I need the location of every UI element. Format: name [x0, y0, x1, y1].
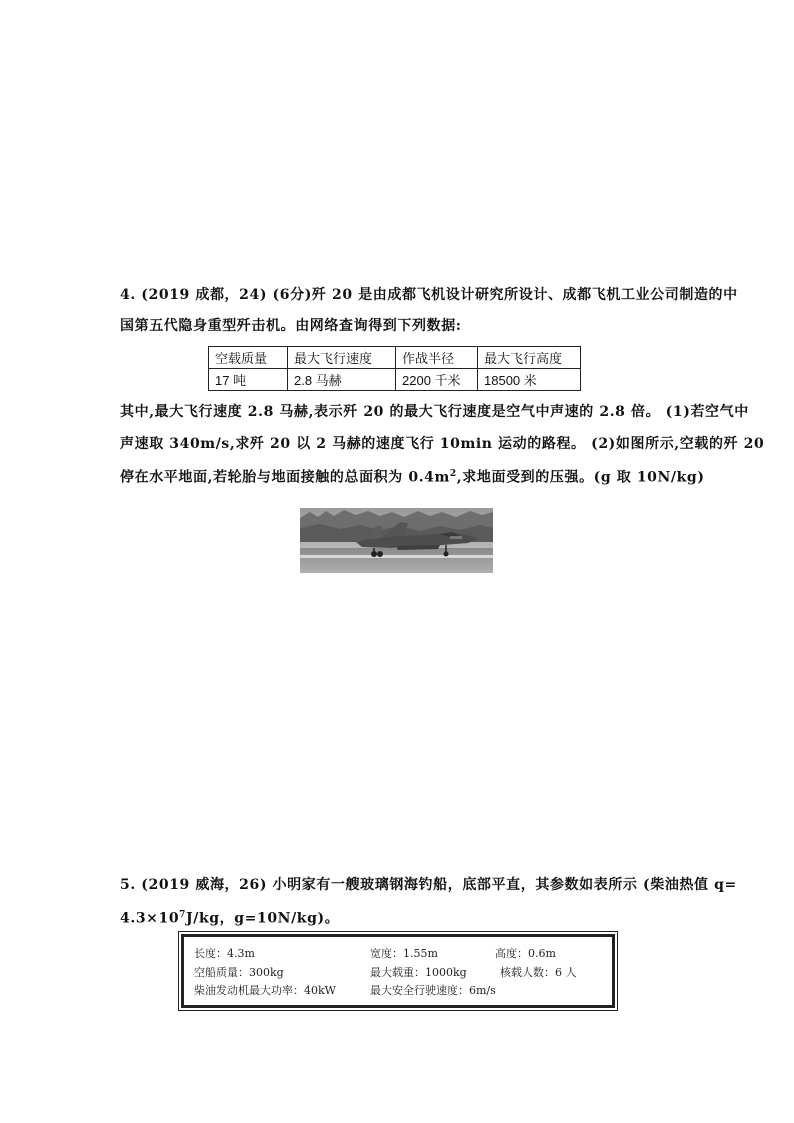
- question-5-line-2: [120, 907, 339, 927]
- j20-data-table: [208, 346, 581, 391]
- superscript-2: 2: [449, 469, 457, 479]
- boat-parameters-box: [181, 934, 615, 1008]
- boat-height: 高度：0.6m: [495, 947, 556, 960]
- table-cell: 18500 米: [478, 369, 581, 391]
- table-cell: 2200 千米: [396, 369, 478, 391]
- question-4-line-1: 4. (2019 成都，24) (6分)歼 20 是由成都飞机设计研究所设计、成都飞机工业公司制造的中: [120, 287, 738, 303]
- boat-length: 长度：4.3m: [194, 947, 255, 960]
- question-5-line-2-b: J/kg，g=10N/kg)。: [186, 910, 340, 927]
- boat-engine-power: 柴油发动机最大功率：40kW: [194, 984, 336, 997]
- question-4-paragraph-2: 声速取 340m/s,求歼 20 以 2 马赫的速度飞行 10min 运动的路程。 (2)如图所示,空载的歼 20: [120, 436, 765, 452]
- j20-aircraft-photo: [300, 508, 493, 573]
- jet-on-runway-image: [300, 508, 493, 573]
- boat-empty-mass: 空船质量：300kg: [194, 966, 284, 979]
- boat-max-speed: 最大安全行驶速度：6m/s: [370, 984, 496, 997]
- table-header-cell: 最大飞行速度: [288, 347, 396, 369]
- table-cell: 2.8 马赫: [288, 369, 396, 391]
- question-5-line-2-a: 4.3×10: [120, 910, 180, 927]
- boat-width: 宽度：1.55m: [370, 947, 438, 960]
- table-cell: 17 吨: [209, 369, 288, 391]
- question-4-paragraph-3: [120, 466, 705, 486]
- paragraph-3-text-b: ,求地面受到的压强。(g 取 10N/kg): [456, 469, 705, 486]
- table-header-cell: 作战半径: [396, 347, 478, 369]
- table-header-row: [209, 347, 581, 369]
- table-header-cell: 空载质量: [209, 347, 288, 369]
- paragraph-3-text-a: 停在水平地面,若轮胎与地面接触的总面积为 0.4m: [120, 469, 450, 486]
- question-5-line-1: 5. (2019 威海，26) 小明家有一艘玻璃钢海钓船，底部平直，其参数如表所示 (柴油热值 q=: [120, 877, 737, 893]
- question-4-line-2: 国第五代隐身重型歼击机。由网络查询得到下列数据:: [120, 318, 462, 334]
- boat-max-load: 最大载重：1000kg: [370, 966, 467, 979]
- superscript-7: 7: [179, 910, 187, 920]
- table-row: [209, 369, 581, 391]
- question-4-paragraph-1: 其中,最大飞行速度 2.8 马赫,表示歼 20 的最大飞行速度是空气中声速的 2.8 倍。 (1)若空气中: [120, 404, 749, 420]
- boat-capacity: 核载人数：6 人: [500, 966, 577, 979]
- table-header-cell: 最大飞行高度: [478, 347, 581, 369]
